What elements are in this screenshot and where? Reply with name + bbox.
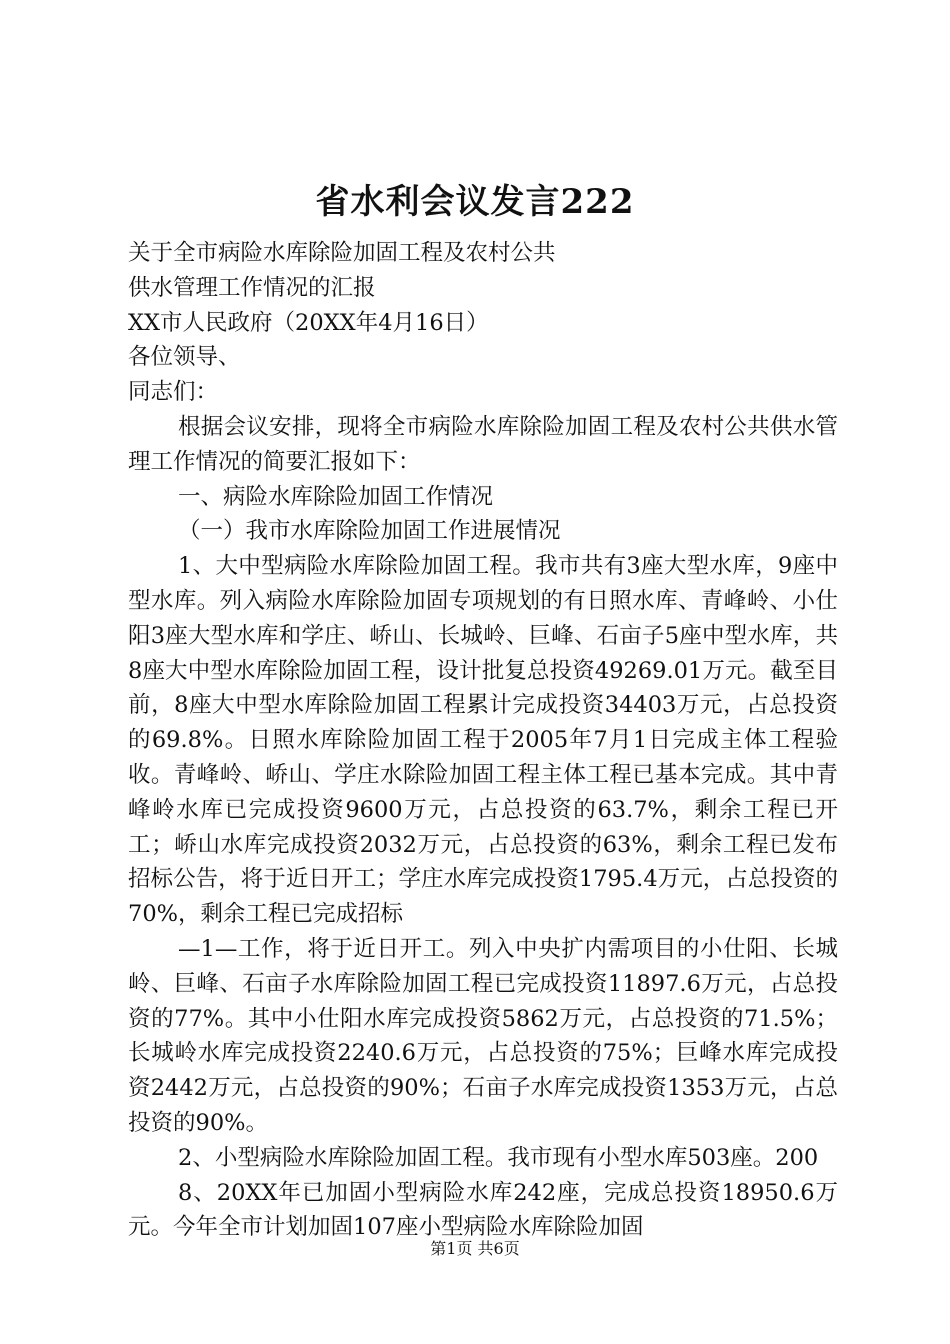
document-title: 省水利会议发言222 — [315, 182, 635, 222]
document-body — [128, 236, 838, 1245]
salutation-line-1: 各位领导、 — [128, 344, 241, 371]
body-paragraph-investment: —1—工作，将于近日开工。列入中央扩内需项目的小仕阳、长城岭、巨峰、石亩子水库除险加固工程已完成投资11897.6万元，占总投资的77%。其中小仕阳水库完成投资5862万元，占总投资的71.5%；长城岭水库完成投资2240.6万元，占总投资的75%；巨峰水库完成投资2442万元，占总投资的90%；石亩子水库完成投资1353万元，占总投资的90%。 — [128, 935, 838, 1136]
body-paragraph-reinforced: 8、20XX年已加固小型病险水库242座，完成总投资18950.6万元。今年全市计划加固107座小型病险水库除险加固 — [128, 1179, 838, 1241]
issuer-and-date: XX市人民政府（20XX年4月16日） — [128, 309, 489, 336]
body-paragraph-large-reservoirs: 1、大中型病险水库除险加固工程。我市共有3座大型水库，9座中型水库。列入病险水库除险加固专项规划的有日照水库、青峰岭、小仕阳3座大型水库和学庄、峤山、长城岭、巨峰、石亩子5座中型水库，共8座大中型水库除险加固工程，设计批复总投资49269.01万元。截至目前，8座大中型水库除险加固工程累计完成投资34403万元，占总投资的69.8%。日照水库除险加固工程于2005年7月1日完成主体工程验收。青峰岭、峤山、学庄水除险加固工程主体工程已基本完成。其中青峰岭水库已完成投资9600万元，占总投资的63.7%，剩余工程已开工；峤山水库完成投资2032万元，占总投资的63%，剩余工程已发布招标公告，将于近日开工；学庄水库完成投资1795.4万元，占总投资的70%，剩余工程已完成招标 — [128, 553, 838, 928]
page-number-footer: 第1页 共6页 — [430, 1239, 520, 1258]
subsection-heading-1: （一）我市水库除险加固工作进展情况 — [178, 518, 561, 545]
body-paragraph-small-reservoirs: 2、小型病险水库除险加固工程。我市现有小型水库503座。200 — [178, 1144, 819, 1171]
section-heading-1: 一、病险水库除险加固工作情况 — [178, 483, 494, 510]
report-heading-line-2: 供水管理工作情况的汇报 — [128, 274, 376, 301]
intro-paragraph: 根据会议安排，现将全市病险水库除险加固工程及农村公共供水管理工作情况的简要汇报如下： — [128, 413, 838, 475]
salutation-line-2: 同志们： — [128, 379, 219, 406]
report-heading-line-1: 关于全市病险水库除险加固工程及农村公共 — [128, 240, 556, 266]
